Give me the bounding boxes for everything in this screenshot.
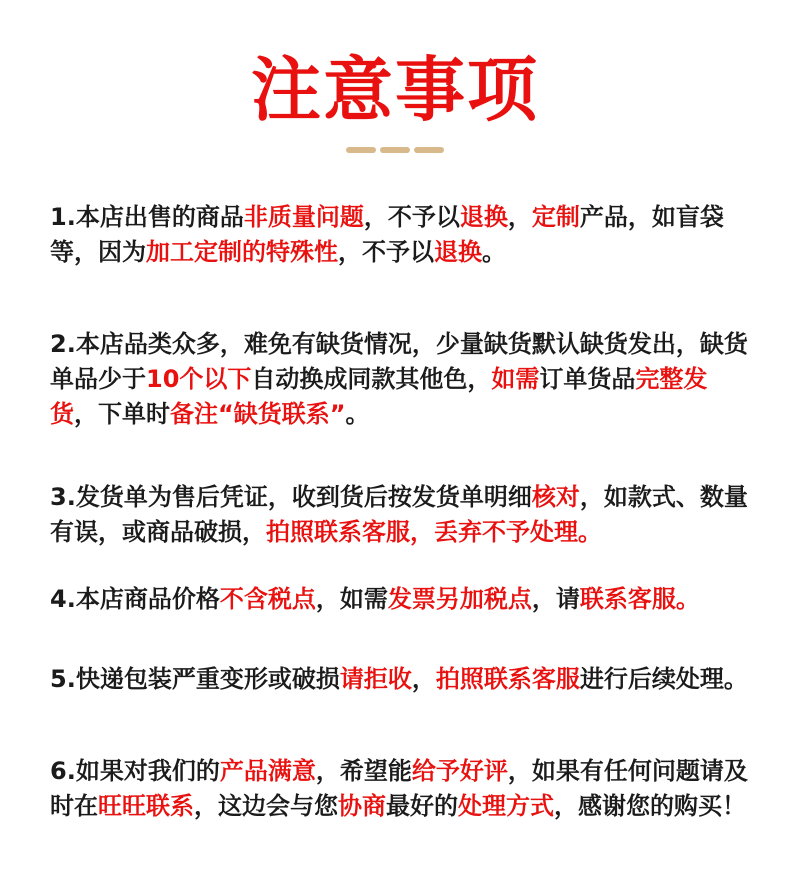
page-title: 注意事项 xyxy=(251,49,539,131)
body-text: 产品，如盲袋等，因为 xyxy=(50,203,724,266)
body-text: ，希望能 xyxy=(315,757,412,785)
highlight-text: 10个以下 xyxy=(146,365,252,393)
body-text: 1.本店出售的商品 xyxy=(50,203,244,231)
body-text: 5.快递包装严重变形或破损 xyxy=(50,665,340,693)
body-text: ，下单时 xyxy=(74,400,170,428)
notice-item-6 xyxy=(50,754,750,824)
body-text: 订单货品 xyxy=(539,365,636,393)
body-text: ，如需 xyxy=(315,585,388,613)
notice-item-5 xyxy=(50,662,750,697)
highlight-text: 退换 xyxy=(434,238,482,266)
body-text: 。 xyxy=(345,400,370,428)
notice-item-4 xyxy=(50,582,750,617)
highlight-text: 。 xyxy=(675,585,700,613)
highlight-text: 产品满意 xyxy=(219,757,316,785)
highlight-text: 拍照联系客服，丢弃不予处理。 xyxy=(266,518,602,546)
body-text: 2.本店品类众多，难免有缺货情况，少量缺货默认缺货发出，缺货单品少于 xyxy=(50,330,748,393)
body-text: 进行后续处理。 xyxy=(579,665,748,693)
highlight-text: 给予好评 xyxy=(411,757,508,785)
notice-item-2 xyxy=(50,327,750,432)
body-text: 4.本店商品价格 xyxy=(50,585,220,613)
highlight-text: 联系客服 xyxy=(579,585,676,613)
notice-item-1 xyxy=(50,200,750,270)
body-text: ， xyxy=(411,665,436,693)
body-text: ，如款式、数量有误，或商品破损， xyxy=(50,483,748,546)
body-text: ，这边会与您 xyxy=(194,792,338,820)
highlight-text: 如需 xyxy=(491,365,540,393)
body-text: ，请 xyxy=(531,585,580,613)
highlight-text: 非质量问题 xyxy=(243,203,364,231)
notice-item-3 xyxy=(50,480,750,550)
highlight-text: 退换 xyxy=(459,203,508,231)
highlight-text: 发票另加税点 xyxy=(387,585,532,613)
divider-dash xyxy=(414,147,444,153)
highlight-text: 加工定制的特殊性 xyxy=(146,238,338,266)
body-text: 3.发货单为售后凭证，收到货后按发货单明细 xyxy=(50,483,532,511)
divider-dash xyxy=(380,147,410,153)
highlight-text: 拍照联系客服 xyxy=(435,665,580,693)
body-text: ，不予以 xyxy=(363,203,460,231)
body-text: ，如果有任何问题请及时在 xyxy=(50,757,748,820)
body-text: ， xyxy=(507,203,532,231)
highlight-text: 请拒收 xyxy=(339,665,412,693)
highlight-text: 备注“缺货联系” xyxy=(170,400,346,428)
highlight-text: 核对 xyxy=(531,483,580,511)
highlight-text: 处理方式 xyxy=(458,792,554,820)
highlight-text: 完整发货 xyxy=(50,365,708,428)
divider-dash xyxy=(346,147,376,153)
body-text: ，感谢您的购买！ xyxy=(554,792,746,820)
title-divider xyxy=(346,147,444,153)
highlight-text: 不含税点 xyxy=(219,585,316,613)
body-text: 6.如果对我们的 xyxy=(50,757,220,785)
highlight-text: 定制 xyxy=(531,203,580,231)
body-text: 最好的 xyxy=(386,792,458,820)
highlight-text: 协商 xyxy=(338,792,386,820)
body-text: 自动换成同款其他色， xyxy=(251,365,492,393)
highlight-text: 旺旺联系 xyxy=(98,792,194,820)
body-text: 。 xyxy=(482,238,506,266)
body-text: ，不予以 xyxy=(338,238,434,266)
